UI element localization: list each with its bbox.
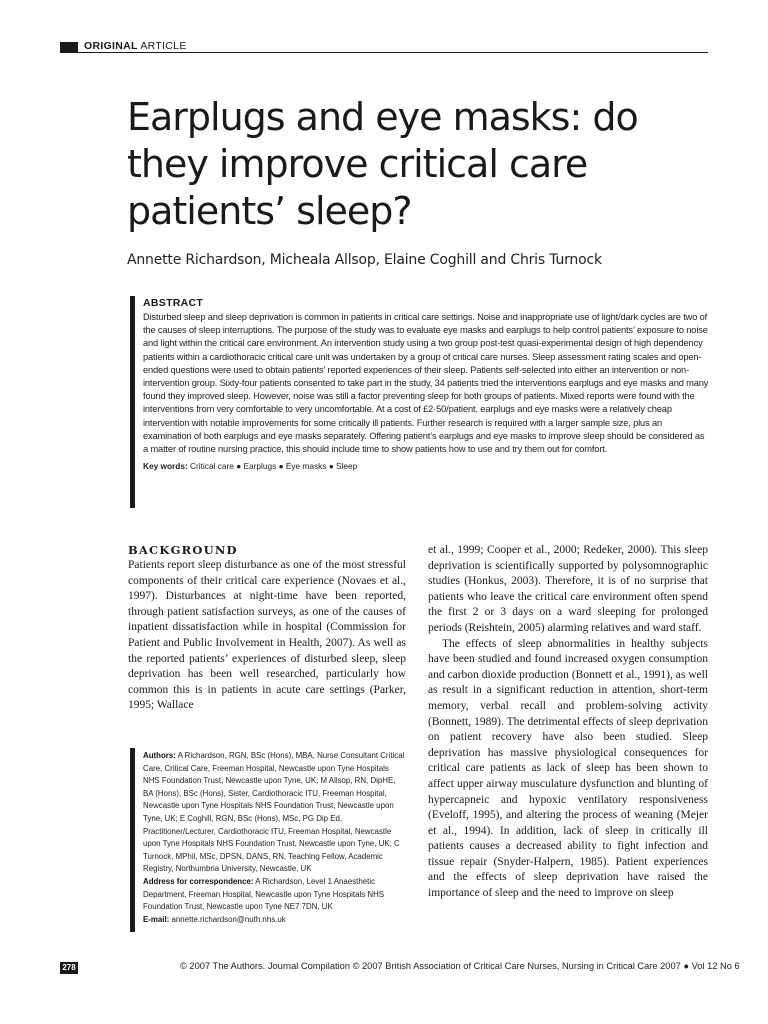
affiliation-authors — [143, 750, 405, 876]
body-paragraph: Patients report sleep disturbance as one of the most stressful components of their critical care experience (Novaes et al., 1997). Disturbances at night-time have been reported, through patient satisfaction surveys, as one of the causes of inpatient dissatisfaction while in hospital (Commission for Patient and Public Involvement in Health, 2007). As well as the reported patients’ experiences of disturbed sleep, sleep deprivation has been well researched, particularly how common this is in patients in acute care settings (Parker, 1995; Wallace — [128, 559, 406, 712]
article-title: Earplugs and eye masks: do they improve critical care patients’ sleep? — [127, 95, 638, 233]
abstract-box — [143, 297, 709, 472]
affiliation-authors-label: Authors: — [143, 751, 176, 760]
body-paragraph: et al., 1999; Cooper et al., 2000; Redeker, 2000). This sleep deprivation is scientifically supported by polysomnographic studies (Honkus, 2003). Therefore, it is of no surprise that patients who leave the critical care environment often spend the first 2 or 3 days on a ward sleeping for prolonged periods (Reishtein, 2005) alarming relatives and ward staff. — [428, 544, 708, 634]
keywords-label: Key words: — [143, 461, 188, 472]
affiliation-bar — [130, 748, 135, 932]
keywords-list: Critical care ● Earplugs ● Eye masks ● Sleep — [190, 461, 358, 472]
correspondence-address — [143, 876, 405, 914]
affiliation-authors-text: A Richardson, RGN, BSc (Hons), MBA, Nurse Consultant Critical Care, Critical Care, Freeman Hospital, Newcastle upon Tyne Hospitals NHS Foundation Trust, Newcastle upon Tyne, UK; M Allsop, RN, DipHE, BA (Hons), BSc (Hons), Sister, Cardiothoracic ITU, Freeman Hospital, Newcastle upon Tyne Hospitals NHS Foundation Trust, Newcastle upon Tyne, UK; E Coghill, RGN, BSc (Hons), MSc, PG Dip Ed, Practitioner/Lecturer, Cardiothoracic ITU, Freeman Hospital, Newcastle upon Tyne Hospitals NHS Foundation Trust, Newcastle upon Tyne, UK; C Turnock, MPhil, MSc, DPSN, DANS, RN, Teaching Fellow, Academic Registry, Northumbria University, Newcastle, UK — [143, 751, 405, 874]
body-column-left — [128, 558, 406, 714]
affiliation-box — [143, 750, 405, 926]
correspondence-label: Address for correspondence: — [143, 876, 254, 886]
email-label: E-mail: — [143, 914, 170, 924]
abstract-text: Disturbed sleep and sleep deprivation is common in patients in critical care settings. Noise and inappropriate use of light/dark cycles are two of the causes of sleep interruptions. The purpose of the study was to evaluate eye masks and earplugs to help control patients’ exposure to noise and light within the critical care environment. An intervention study using a two group post-test quasi-experimental design of high dependency patients within a cardiothoracic critical care unit was undertaken by a group of critical care nurses. Sleep assessment rating scales and open-ended questions were used to obtain patients’ reported experiences of their sleep. Patients self-selected into either an intervention or non-intervention group. Sixty-four patients consented to take part in the study, 34 patients tried the interventions earplugs and eye masks and many found they improved sleep. However, noise was still a factor preventing sleep for both groups of patients. Mixed reports were found with the interventions from very comfortable to very uncomfortable. At a cost of £2·50/patient, earplugs and eye masks were a relatively cheap intervention with notable improvements for some critically ill patients. Further research is required with a larger sample size, plus an examination of both earplugs and eye masks separately. Offering patient’s earplugs and eye masks to improve sleep should be considered as a matter of routine nursing practice, this should include time to show patients how to use and try them out for comfort. — [143, 312, 709, 455]
correspondence-text: A Richardson, Level 1 Anaesthetic Department, Freeman Hospital, Newcastle upon Tyne Hospitals NHS Foundation Trust, Newcastle upon Tyne NE7 7DN, UK — [143, 876, 385, 912]
header-rule — [60, 52, 708, 53]
section-heading-background: BACKGROUND — [128, 543, 238, 557]
abstract-heading: ABSTRACT — [143, 297, 204, 309]
email-address[interactable]: annette.richardson@nuth.nhs.uk — [171, 914, 286, 924]
keywords — [143, 460, 709, 472]
author-list: Annette Richardson, Micheala Allsop, Elaine Coghill and Chris Turnock — [127, 252, 602, 268]
article-type-rest: ARTICLE — [137, 40, 187, 52]
article-type-bold: ORIGINAL — [84, 40, 138, 52]
abstract-bar — [130, 296, 135, 508]
header-block — [60, 42, 78, 52]
email-line — [143, 914, 405, 927]
footer-copyright: © 2007 The Authors. Journal Compilation © 2007 British Association of Critical Care Nurses, Nursing in Critical Care 2007 ● Vol 12 No 6 — [180, 961, 740, 971]
article-type-label — [84, 40, 187, 52]
page-number: 278 — [60, 962, 78, 974]
body-column-right — [428, 543, 708, 902]
body-paragraph: The effects of sleep abnormalities in healthy subjects have been studied and found increased oxygen consumption and carbon dioxide production (Bonnett et al., 1991), as well as result in a significant reduction in attention, short-term memory, verbal recall and problem-solving activity (Bonnett, 1989). The detrimental effects of sleep deprivation on patient recovery have also been studied. Sleep deprivation has massive physiological consequences for critical care patients as lack of sleep has been shown to affect upper airway musculature dysfunction and blunting of hypercapneic and hypoxic ventilatory responsiveness (Eveloff, 1995), and altering the process of weaning (Mejer et al., 1994). In addition, lack of sleep in critically ill patients causes a decreased ability to fight infection and tissue repair (Snyder-Halpern, 1985). Patient experiences and the effects of sleep deprivation have raised the importance of sleep and the need to improve on sleep — [428, 637, 708, 900]
